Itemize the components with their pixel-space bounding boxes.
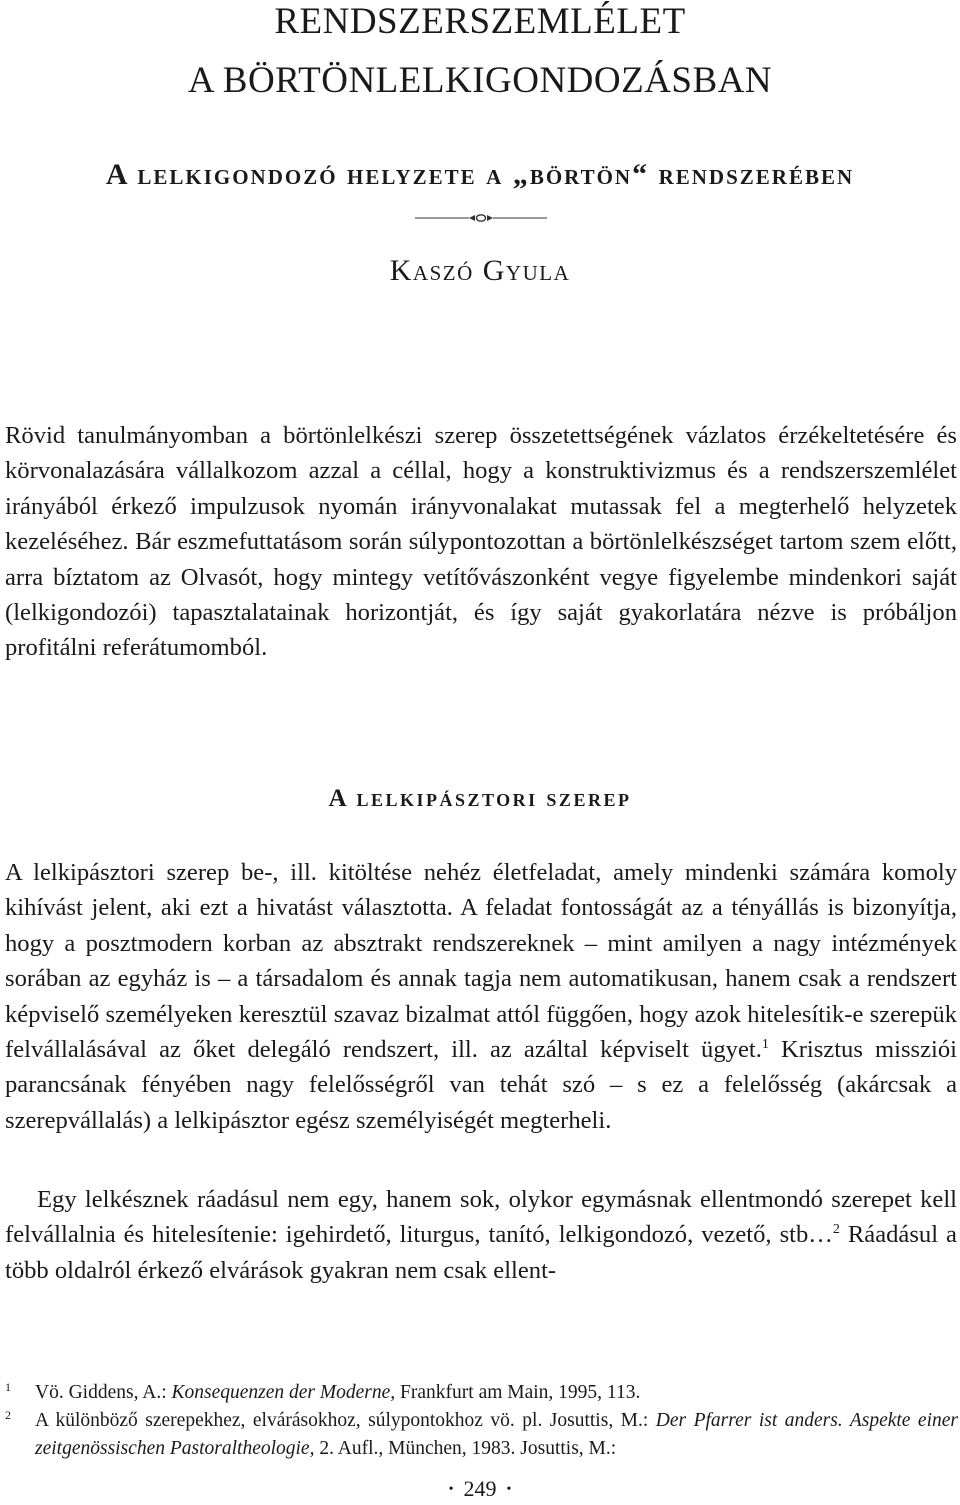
article-subtitle: A lelkigondozó helyzete a „börtön“ rendszerében <box>105 158 855 191</box>
footnote-number: 1 <box>5 1380 11 1394</box>
paragraph-text: A lelkipásztori szerep be-, ill. kitöltése nehéz életfeladat, amely mindenki számára komoly kihívást jelent, aki ezt a hivatást választotta. A feladat fontosságát az a tényállás is bizonyítja, hogy a posztmodern korban az absztrakt rendszereknek – mint amilyen a nagy intézmények sorában az egyház is – a társadalom és annak tagja nem automatikusan, hanem csak a rendszert képviselő személyeken keresztül szavaz bizalmat attól függően, hogy azok hitelesítik-e szerepük felvállalásával az őket delegáló rendszert, ill. az azáltal képviselt ügyet. <box>5 859 957 1064</box>
body-paragraph-2 <box>5 1182 957 1288</box>
footnote-text-plain: A különböző szerepekhez, elvárásokhoz, súlypontokhoz vö. pl. Josuttis, M.: <box>35 1410 656 1431</box>
body-paragraph-1 <box>5 855 957 1138</box>
paragraph-text: Ráadásul a több oldalról érkező elvárások gyakran nem csak ellent- <box>5 1221 957 1284</box>
footnote-text <box>35 1379 958 1407</box>
footnote-reference-1[interactable]: 1 <box>761 1036 769 1052</box>
footnote-number: 2 <box>5 1408 11 1422</box>
footnote-reference-2[interactable]: 2 <box>832 1222 840 1238</box>
article-title-line-2: A BÖRTÖNLELKIGONDOZÁSBAN <box>187 60 773 101</box>
footnote-2 <box>5 1407 958 1463</box>
abstract-paragraph: Rövid tanulmányomban a börtönlelkészi szerep összetettségének vázlatos érzékeltetésére és körvonalazására vállalkozom azzal a céllal, hogy a konstruktivizmus és a rendszerszemlélet irányából érkező impulzusok nyomán irányvonalakat mutassak fel a megterhelő helyzetek kezeléséhez. Bár eszmefuttatásom során súlypontozottan a börtönlelkészséget tartom szem előtt, arra bíztatom az Olvasót, hogy mintegy vetítővászonként vegye figyelembe mindenkori saját (lelkigondozói) tapasztalatainak horizontját, és így saját gyakorlatára nézve is próbáljon profitálni referátumomból. <box>5 422 957 662</box>
footnote-1 <box>5 1379 958 1407</box>
footnote-title-italic: Der Pfarrer ist anders. Aspekte einer zeitgenössischen Pastoraltheologie, <box>35 1410 958 1459</box>
section-heading: A lelkipásztori szerep <box>328 785 632 812</box>
footnote-title-italic: Konsequenzen der Moderne, <box>171 1382 396 1403</box>
ornament-divider <box>415 211 547 225</box>
footnote-text-plain: Frankfurt am Main, 1995, 113. <box>395 1382 641 1403</box>
footnote-text-plain: Vö. Giddens, A.: <box>35 1382 172 1403</box>
author-name: Kaszó Gyula <box>389 254 571 287</box>
page-number-footer <box>0 1478 960 1500</box>
footnote-text <box>35 1407 958 1463</box>
bullet-icon: • <box>506 1482 512 1497</box>
bullet-icon: • <box>448 1482 454 1497</box>
paragraph-text: Egy lelkésznek ráadásul nem egy, hanem sok, olykor egymásnak ellentmondó szerepet kell felvállalnia és hitelesítenie: igehirdető, liturgus, tanító, lelkigondozó, vezető, stb… <box>5 1186 957 1249</box>
paragraph-text: Krisztus missziói parancsának fényében nagy felelősségről van tehát szó – s ez a felelősség (akárcsak a szerepvállalás) a lelkipásztor egész személyiségét megterheli. <box>5 1036 957 1134</box>
page-number: 249 <box>463 1476 497 1501</box>
footnote-text-plain: 2. Aufl., München, 1983. Josuttis, M.: <box>314 1438 617 1459</box>
article-title-line-1: RENDSZERSZEMLÉLET <box>274 1 686 42</box>
